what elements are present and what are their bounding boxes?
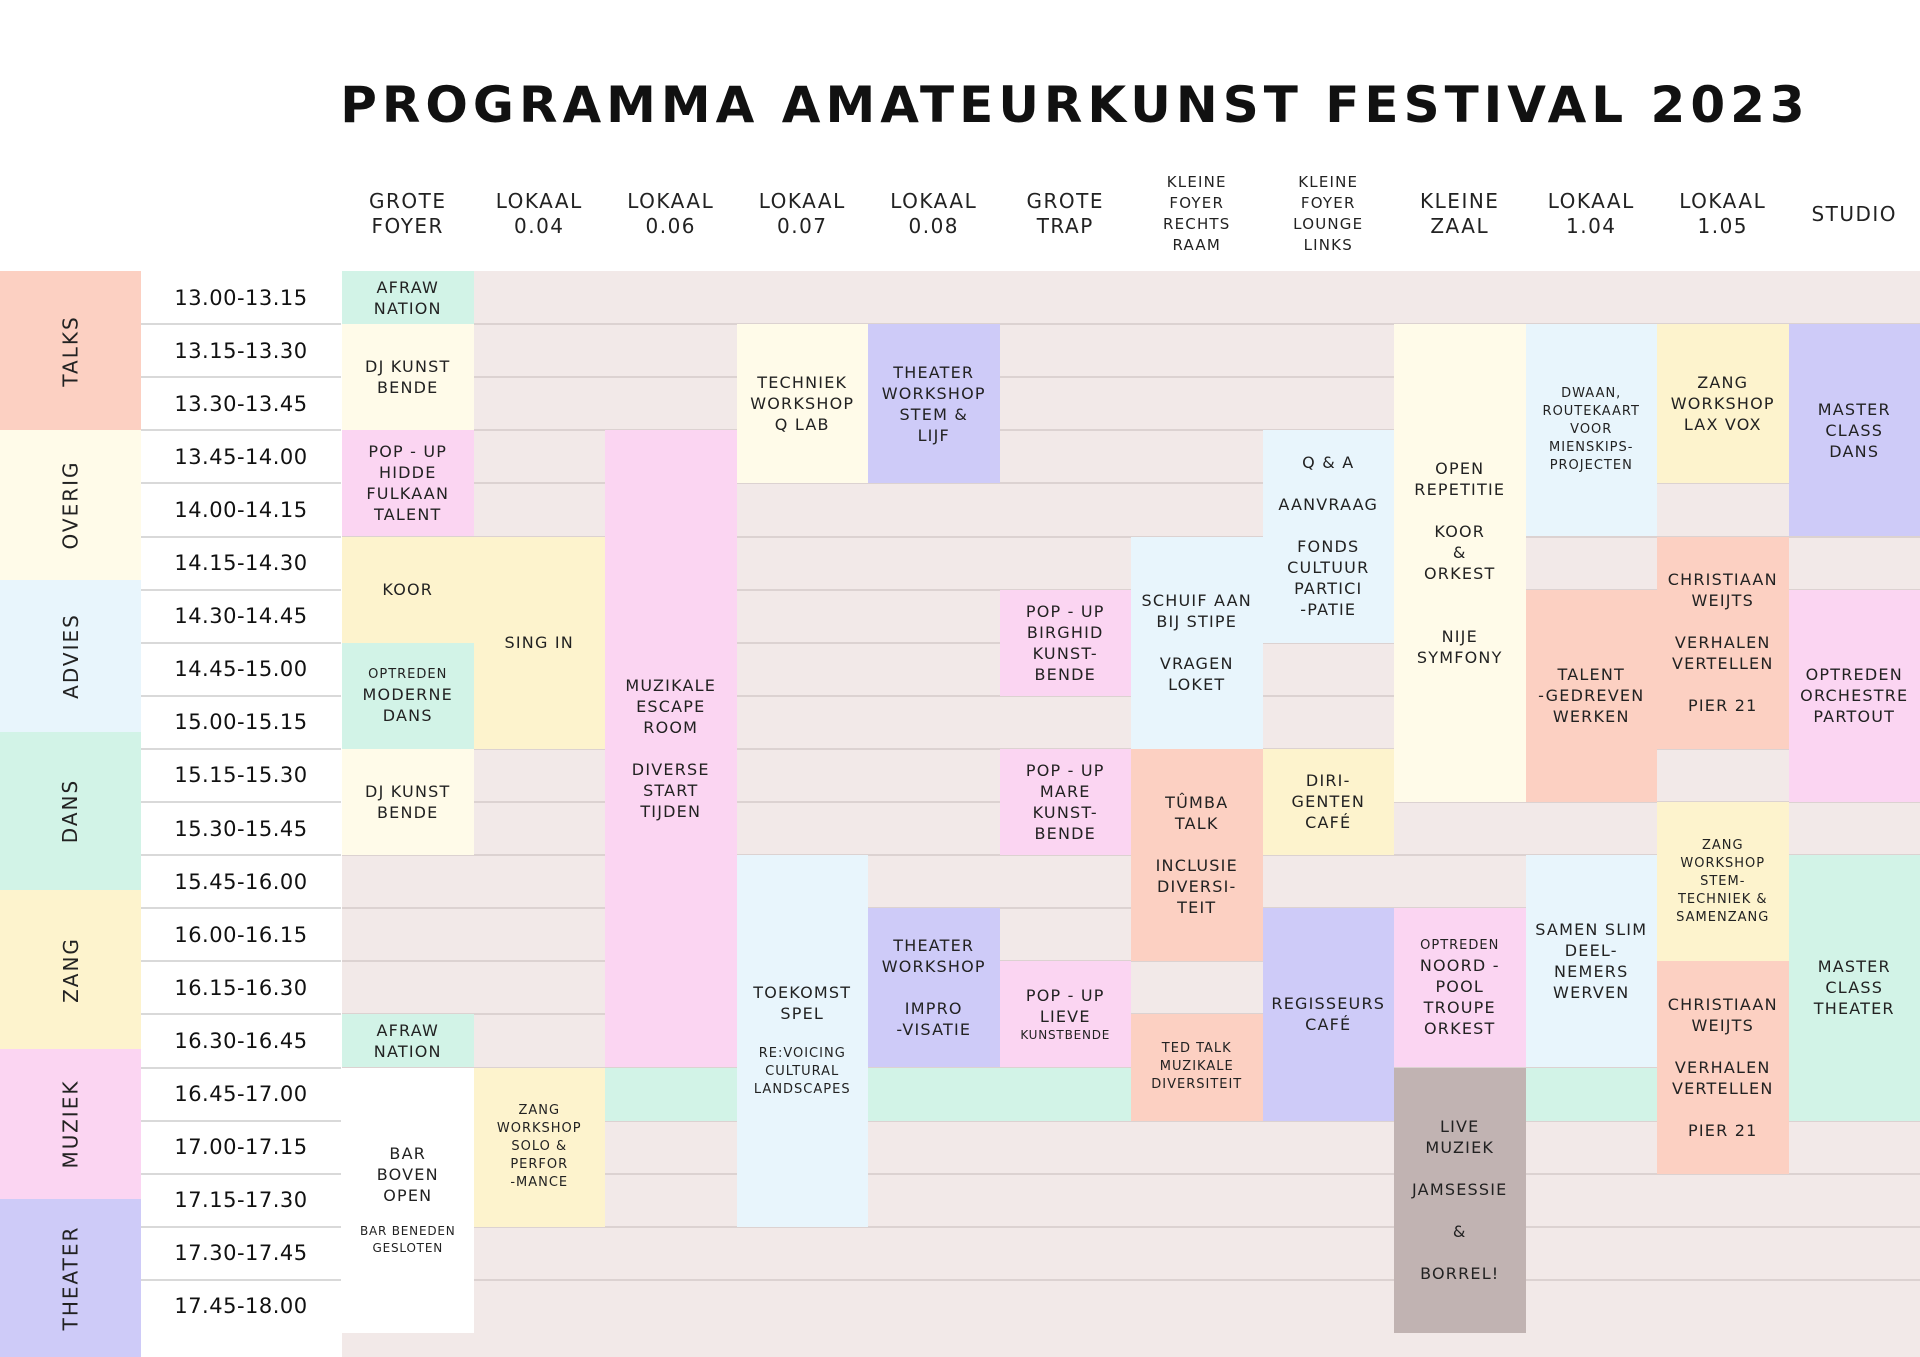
time-separator [141, 642, 341, 644]
event-samen-slim-deelnemers-werven [1526, 855, 1658, 1067]
category-label: TALKS [58, 314, 83, 387]
time-separator [141, 536, 341, 538]
event-pop-up-birghid [1000, 590, 1132, 696]
event-ted-talk [1131, 1014, 1263, 1120]
event-text: DJ KUNST BENDE [365, 357, 451, 398]
column-header: LOKAAL 0.04 [495, 189, 583, 238]
event-text: KOOR [382, 580, 434, 600]
category-block [0, 580, 141, 732]
event-toekomst-spel [737, 855, 869, 1227]
event-text: SCHUIF AAN BIJ STIPE [1141, 591, 1252, 632]
column-header: LOKAAL 1.04 [1547, 189, 1635, 238]
time-separator [141, 1013, 341, 1015]
category-block [0, 1049, 141, 1199]
event-text: DIRI- GENTEN CAFÉ [1291, 771, 1366, 833]
event-text: RE:VOICING CULTURAL LANDSCAPES [753, 1046, 851, 1098]
event-zang-workshop-solo [474, 1068, 606, 1227]
event-text: & [1452, 1222, 1467, 1242]
event-text: POP - UP BIRGHID KUNST- BENDE [1025, 601, 1105, 684]
event-text: Q & A [1302, 453, 1355, 473]
time-slot-label: 15.30-15.45 [174, 816, 308, 841]
event-text [668, 738, 674, 759]
event-master-class-theater [1789, 855, 1920, 1121]
time-separator [141, 960, 341, 962]
category-label: ADVIES [58, 613, 83, 699]
time-slot-label: 14.30-14.45 [174, 604, 308, 629]
event-live-muziek-jamsessie [1394, 1068, 1526, 1334]
event-text: THEATER WORKSHOP STEM & LIJF [881, 362, 986, 445]
event-text: TED TALK MUZIKALE DIVERSITEIT [1151, 1041, 1243, 1093]
event-bar-boven-open [342, 1068, 474, 1334]
time-separator [141, 323, 341, 325]
time-separator [141, 1279, 341, 1281]
time-slot-label: 16.00-16.15 [174, 922, 308, 947]
event-dwaan-routekaart [1526, 324, 1658, 536]
time-separator [141, 482, 341, 484]
event-text [1720, 674, 1726, 695]
column-header: LOKAAL 1.05 [1679, 189, 1767, 238]
time-separator [141, 907, 341, 909]
column-header: LOKAAL 0.06 [627, 189, 715, 238]
event-text: DWAAN, ROUTEKAART VOOR MIENSKIPS- PROJECTEN [1542, 386, 1640, 474]
time-slot-label: 13.00-13.15 [174, 285, 308, 310]
event-text: TOEKOMST SPEL [753, 983, 852, 1024]
time-slot-label: 15.00-15.15 [174, 710, 308, 735]
event-text: AANVRAAG [1278, 495, 1379, 515]
event-text: REGISSEURS CAFÉ [1271, 994, 1386, 1035]
time-slot-label: 17.00-17.15 [174, 1135, 308, 1160]
time-separator [141, 801, 341, 803]
event-theater-workshop-improvisatie [868, 908, 1000, 1067]
event-text: MODERNE DANS [362, 684, 453, 725]
event-text: TALENT -GEDREVEN WERKEN [1538, 665, 1645, 727]
event-master-class-dans [1789, 324, 1920, 536]
time-separator [141, 854, 341, 856]
event-pop-up-hidde-fulkaan [342, 430, 474, 536]
event-tumba-talk [1131, 749, 1263, 961]
event-text: ZANG WORKSHOP LAX VOX [1670, 373, 1775, 435]
time-separator [141, 1067, 341, 1069]
event-mint-strip-grote-trap [1000, 1068, 1132, 1121]
event-text: FONDS CULTUUR PARTICI -PATIE [1287, 537, 1370, 620]
time-slot-label: 15.45-16.00 [174, 869, 308, 894]
time-slot-label: 15.15-15.30 [174, 763, 308, 788]
category-label: ZANG [58, 936, 83, 1003]
category-block [0, 430, 141, 580]
event-text: OPTREDEN [1420, 937, 1500, 953]
event-afraw-nation-1 [342, 271, 474, 324]
event-text: SAMEN SLIM DEEL- NEMERS WERVEN [1535, 920, 1648, 1003]
event-text: OPTREDEN ORCHESTRE PARTOUT [1800, 665, 1909, 727]
event-talent-gedreven-werken [1526, 590, 1658, 802]
time-separator [141, 1226, 341, 1228]
time-separator [141, 695, 341, 697]
page-title: PROGRAMMA AMATEURKUNST FESTIVAL 2023 [340, 76, 1810, 134]
event-text [1457, 1242, 1463, 1263]
event-christiaan-weijts-2 [1657, 961, 1789, 1173]
event-text [405, 1206, 410, 1223]
event-text: AFRAW NATION [373, 277, 442, 318]
time-slot-label: 16.45-17.00 [174, 1082, 308, 1107]
event-pop-up-lieve [1000, 961, 1132, 1067]
event-text [1194, 834, 1200, 855]
event-text: LIVE MUZIEK [1425, 1117, 1495, 1158]
grid-row-line [342, 1279, 1920, 1281]
time-slot-label: 17.15-17.30 [174, 1188, 308, 1213]
event-dj-kunst-bende-2 [342, 749, 474, 855]
time-slot-label: 13.15-13.30 [174, 338, 308, 363]
event-text: MUZIKALE ESCAPE ROOM [625, 676, 717, 738]
event-text: ZANG WORKSHOP SOLO & PERFOR -MANCE [496, 1103, 582, 1191]
column-header: GROTE FOYER [369, 189, 447, 238]
event-open-repetitie [1394, 324, 1526, 802]
event-text: VERHALEN VERTELLEN [1671, 1057, 1774, 1098]
event-text [1457, 584, 1463, 605]
event-q-and-a-aanvraag [1263, 430, 1395, 642]
time-slot-label: 16.15-16.30 [174, 975, 308, 1000]
category-label: DANS [58, 778, 83, 844]
event-regisseurs-cafe [1263, 908, 1395, 1120]
event-text [1194, 632, 1200, 653]
event-text: TÛMBA TALK [1165, 793, 1229, 834]
event-techniek-workshop-q-lab [737, 324, 869, 483]
time-slot-label: 17.30-17.45 [174, 1241, 308, 1266]
event-muzikale-escape-room [605, 430, 737, 1067]
event-text: SING IN [504, 633, 574, 653]
time-separator [141, 748, 341, 750]
event-text: KOOR & ORKEST [1424, 522, 1496, 584]
event-text [1457, 500, 1463, 521]
event-text: BAR BOVEN OPEN [376, 1144, 439, 1206]
time-slot-label: 13.30-13.45 [174, 391, 308, 416]
event-mint-strip-lokaal-008 [868, 1068, 1000, 1121]
event-text [1325, 473, 1331, 494]
time-separator [141, 1120, 341, 1122]
category-block [0, 1199, 141, 1357]
category-label: MUZIEK [58, 1079, 83, 1169]
event-text [799, 1024, 805, 1045]
event-text: VERHALEN VERTELLEN [1671, 633, 1774, 674]
event-text: BAR BENEDEN GESLOTEN [359, 1224, 456, 1256]
event-mint-strip-lokaal-104 [1526, 1068, 1658, 1121]
event-text [1720, 1099, 1726, 1120]
category-label: THEATER [58, 1225, 83, 1331]
time-separator [141, 1173, 341, 1175]
category-block [0, 890, 141, 1049]
time-separator [141, 429, 341, 431]
category-block [0, 271, 141, 430]
event-text: INCLUSIE DIVERSI- TEIT [1155, 856, 1238, 918]
event-text: JAMSESSIE [1412, 1180, 1508, 1200]
event-afraw-nation-2 [342, 1014, 474, 1067]
event-zang-workshop-stemtechniek [1657, 802, 1789, 961]
event-schuif-aan-bij-stipe [1131, 537, 1263, 749]
time-slot-label: 17.45-18.00 [174, 1294, 308, 1319]
event-text: CHRISTIAAN WEIJTS [1667, 570, 1778, 611]
event-text [1457, 605, 1463, 626]
event-optreden-noord-pool [1394, 908, 1526, 1067]
event-text: MASTER CLASS THEATER [1813, 957, 1895, 1019]
event-dj-kunst-bende-1 [342, 324, 474, 430]
event-text: BORREL! [1420, 1264, 1500, 1284]
event-text: DJ KUNST BENDE [365, 781, 451, 822]
time-slot-label: 13.45-14.00 [174, 444, 308, 469]
event-text [1457, 1200, 1463, 1221]
event-text: OPTREDEN [368, 666, 448, 682]
event-text [1720, 1036, 1726, 1057]
event-text [1720, 611, 1726, 632]
event-text: DIVERSE START TIJDEN [631, 760, 710, 822]
event-text [1325, 515, 1331, 536]
event-text: AFRAW NATION [373, 1020, 442, 1061]
event-christiaan-weijts-1 [1657, 537, 1789, 749]
event-text: PIER 21 [1688, 696, 1758, 716]
event-text: POP - UP LIEVE [1025, 985, 1105, 1026]
column-header: KLEINE FOYER RECHTS RAAM [1162, 173, 1231, 254]
event-text: TECHNIEK WORKSHOP Q LAB [750, 373, 855, 435]
column-header: LOKAAL 0.07 [758, 189, 846, 238]
category-block [0, 732, 141, 890]
event-text: THEATER WORKSHOP [881, 936, 986, 977]
time-separator [141, 589, 341, 591]
event-optreden-moderne-dans [342, 643, 474, 749]
event-text: NIJE SYMFONY [1416, 627, 1503, 668]
event-text: ZANG WORKSHOP STEM- TECHNIEK & SAMENZANG [1676, 837, 1770, 925]
event-mint-strip-lokaal-006 [605, 1068, 737, 1121]
column-header: LOKAAL 0.08 [890, 189, 978, 238]
column-header: KLEINE FOYER LOUNGE LINKS [1293, 173, 1364, 254]
event-text [931, 977, 937, 998]
time-slot-label: 14.15-14.30 [174, 551, 308, 576]
event-koor [342, 537, 474, 643]
time-separator [141, 376, 341, 378]
event-text: OPEN REPETITIE [1414, 459, 1506, 500]
event-text: POP - UP MARE KUNST- BENDE [1025, 760, 1105, 843]
event-text: IMPRO -VISATIE [896, 999, 972, 1040]
event-text: CHRISTIAAN WEIJTS [1667, 994, 1778, 1035]
event-text: NOORD - POOL TROUPE ORKEST [1419, 955, 1500, 1038]
event-zang-workshop-lax-vox [1657, 324, 1789, 483]
category-label: OVERIG [58, 460, 83, 550]
event-text [1457, 1158, 1463, 1179]
event-text: POP - UP HIDDE FULKAAN TALENT [366, 442, 450, 525]
column-header: KLEINE ZAAL [1420, 189, 1500, 238]
event-theater-workshop-stem-lijf [868, 324, 1000, 483]
column-header: STUDIO [1811, 201, 1898, 226]
event-optreden-orchestre-partout [1789, 590, 1920, 802]
event-text: PIER 21 [1688, 1120, 1758, 1140]
column-header: GROTE TRAP [1026, 189, 1104, 238]
time-slot-label: 16.30-16.45 [174, 1028, 308, 1053]
event-pop-up-mare [1000, 749, 1132, 855]
event-text: KUNSTBENDE [1020, 1027, 1111, 1042]
event-dirigenten-cafe [1263, 749, 1395, 855]
event-text: VRAGEN LOKET [1159, 654, 1234, 695]
time-slot-label: 14.00-14.15 [174, 497, 308, 522]
time-slot-label: 14.45-15.00 [174, 657, 308, 682]
event-text: MASTER CLASS DANS [1817, 399, 1891, 461]
event-sing-in [474, 537, 606, 749]
